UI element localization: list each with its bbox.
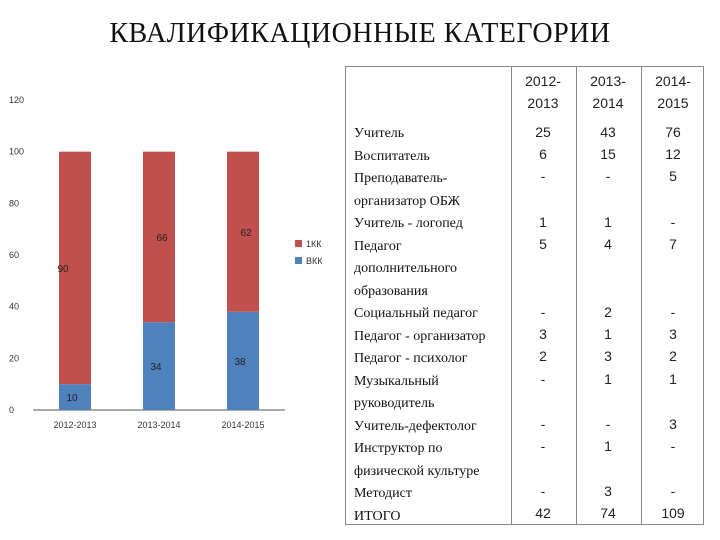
table-cell: 4: [604, 236, 612, 252]
data-label: 62: [240, 227, 252, 239]
table-cell: 7: [669, 236, 677, 252]
row-label: Педагог - психолог: [354, 351, 468, 366]
column-header: [643, 70, 703, 114]
row-label: Инструктор по: [354, 441, 443, 456]
table-cell: 2: [669, 348, 677, 364]
table-cell: -: [670, 214, 676, 230]
header-line: 2014-: [655, 73, 691, 89]
x-tick-label: 2013-2014: [137, 420, 181, 430]
table-cell: -: [670, 483, 676, 499]
table-cell: 3: [604, 348, 612, 364]
table-cell: 76: [665, 124, 681, 140]
table-cell: 3: [604, 483, 612, 499]
header-line: 2015: [657, 95, 689, 111]
column-header: [578, 70, 638, 114]
table-cell: -: [670, 438, 676, 454]
column-divider: [641, 67, 642, 524]
row-label: Учитель-дефектолог: [354, 418, 477, 434]
data-label: 66: [156, 232, 168, 244]
legend-label: ВКК: [306, 256, 323, 266]
table-cell: 1: [669, 371, 677, 387]
data-label: 90: [57, 263, 69, 275]
row-label: физической культуре: [354, 463, 480, 479]
y-tick-label: 0: [9, 405, 15, 415]
header-line: 2012-: [525, 73, 561, 89]
row-label: дополнительного: [354, 261, 457, 276]
data-label: 10: [66, 393, 78, 405]
header-line: 2013-: [590, 73, 626, 89]
row-label: Воспитатель: [354, 148, 430, 164]
row-label: руководитель: [354, 396, 435, 411]
column-header: [513, 70, 573, 114]
y-tick-label: 60: [9, 250, 20, 260]
table-cell: 3: [669, 326, 677, 342]
table-cell: 1: [604, 214, 612, 230]
table-cell: 5: [669, 168, 677, 184]
row-label: Музыкальный: [354, 373, 439, 389]
table-cell: 1: [539, 214, 547, 230]
row-label: Учитель: [354, 126, 405, 141]
row-label: Социальный педагог: [354, 306, 478, 321]
table-cell: 12: [665, 146, 681, 162]
table-cell: 3: [669, 416, 677, 432]
row-label: Методист: [354, 486, 412, 501]
row-label: Педагог - организатор: [354, 328, 486, 344]
stacked-bar-chart: [0, 70, 340, 450]
page-title: КВАЛИФИКАЦИОННЫЕ КАТЕГОРИИ: [109, 18, 611, 49]
data-label: 38: [234, 356, 246, 368]
x-tick-label: 2014-2015: [221, 420, 265, 430]
table-cell: -: [605, 416, 611, 432]
column-divider: [511, 67, 512, 524]
y-tick-label: 100: [9, 146, 25, 157]
row-label: ИТОГО: [354, 508, 401, 524]
row-label: организатор ОБЖ: [354, 193, 461, 209]
table-cell: -: [605, 168, 611, 184]
table-cell: -: [540, 438, 546, 454]
table-cell: 1: [604, 371, 612, 387]
table-cell: 25: [535, 124, 551, 140]
table-cell: -: [540, 371, 546, 387]
row-label: Педагог: [354, 238, 402, 254]
header-line: 2014: [592, 95, 624, 111]
table-cell: 43: [600, 124, 616, 140]
column-divider: [576, 67, 577, 524]
table-cell: -: [540, 304, 546, 320]
staff-table: [345, 66, 704, 525]
table-cell: 109: [661, 505, 685, 521]
table-cell: 2: [539, 348, 547, 364]
row-label: Учитель - логопед: [354, 216, 463, 231]
x-tick-label: 2012-2013: [53, 420, 97, 430]
legend-label: 1КК: [306, 239, 322, 249]
table-cell: -: [540, 168, 546, 184]
table-cell: 5: [539, 236, 547, 252]
table-cell: 42: [535, 505, 551, 521]
y-tick-label: 80: [9, 198, 20, 209]
row-label: Преподаватель-: [354, 171, 448, 186]
table-cell: 74: [600, 505, 616, 521]
table-cell: 1: [604, 326, 612, 342]
table-cell: 3: [539, 326, 547, 342]
table-cell: -: [540, 483, 546, 499]
table-cell: 2: [604, 304, 612, 320]
legend-swatch: [295, 240, 302, 247]
table-cell: 6: [539, 146, 547, 162]
y-tick-label: 120: [9, 95, 25, 105]
table-cell: -: [670, 304, 676, 320]
table-cell: 1: [604, 438, 612, 454]
legend-swatch: [295, 257, 302, 264]
y-tick-label: 20: [9, 353, 20, 364]
header-line: 2013: [527, 95, 559, 111]
row-label: образования: [354, 283, 428, 299]
table-cell: 15: [600, 146, 616, 162]
y-tick-label: 40: [9, 301, 20, 312]
data-label: 34: [150, 362, 162, 374]
table-cell: -: [540, 416, 546, 432]
